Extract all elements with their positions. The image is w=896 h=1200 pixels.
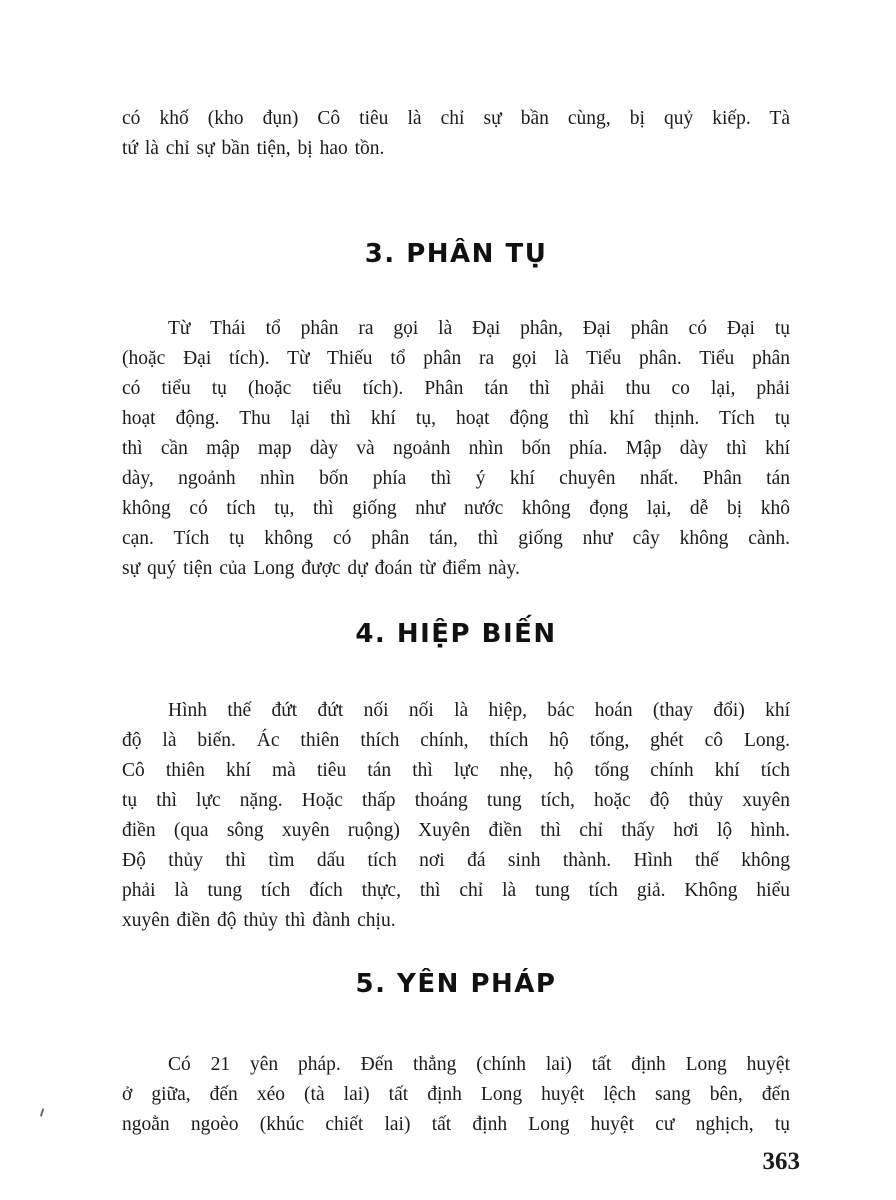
text-line: có tiểu tụ (hoặc tiểu tích). Phân tán thì phải thu co lại, phải — [122, 378, 790, 399]
text-line: Có 21 yên pháp. Đến thẳng (chính lai) tất định Long huyệt — [168, 1054, 790, 1075]
text-line: cạn. Tích tụ không có phân tán, thì giống như cây không cành. — [122, 528, 790, 549]
scan-speck-artifact — [40, 1108, 47, 1117]
text-line: thì cần mập mạp dày và ngoảnh nhìn bốn phía. Mập dày thì khí — [122, 438, 790, 459]
text-line: không có tích tụ, thì giống như nước không đọng lại, dễ bị khô — [122, 498, 790, 519]
section-paragraph-phan-tu — [122, 314, 790, 584]
text-line: ở giữa, đến xéo (tà lai) tất định Long huyệt lệch sang bên, đến — [122, 1084, 790, 1105]
text-line: Hình thế đứt đứt nối nối là hiệp, bác hoán (thay đổi) khí — [168, 700, 790, 721]
text-line: độ là biến. Ác thiên thích chính, thích hộ tống, ghét cô Long. — [122, 730, 790, 751]
paragraph-continuation — [122, 104, 790, 164]
section-paragraph-yen-phap — [122, 1050, 790, 1140]
text-line: tứ là chỉ sự bần tiện, bị hao tồn. — [122, 138, 385, 159]
page-number: 363 — [762, 1148, 800, 1175]
text-line: sự quý tiện của Long được dự đoán từ điểm này. — [122, 558, 520, 579]
text-line: có khố (kho đụn) Cô tiêu là chỉ sự bần cùng, bị quỷ kiếp. Tà — [122, 108, 790, 129]
text-line: ngoằn ngoèo (khúc chiết lai) tất định Long huyệt cư nghịch, tụ — [122, 1114, 790, 1135]
text-line: (hoặc Đại tích). Từ Thiếu tổ phân ra gọi là Tiểu phân. Tiểu phân — [122, 348, 790, 369]
text-line: Độ thủy thì tìm dấu tích nơi đá sinh thành. Hình thế không — [122, 850, 790, 871]
section-heading-hiep-bien: 4. HIỆP BIẾN — [355, 619, 557, 649]
text-line: Từ Thái tổ phân ra gọi là Đại phân, Đại phân có Đại tụ — [168, 318, 790, 339]
text-line: tụ thì lực nặng. Hoặc thấp thoáng tung tích, hoặc độ thủy xuyên — [122, 790, 790, 811]
text-line: điền (qua sông xuyên ruộng) Xuyên điền thì chỉ thấy hơi lộ hình. — [122, 820, 790, 841]
text-line: Cô thiên khí mà tiêu tán thì lực nhẹ, hộ tống chính khí tích — [122, 760, 790, 781]
section-heading-yen-phap: 5. YÊN PHÁP — [355, 969, 557, 999]
text-line: dày, ngoảnh nhìn bốn phía thì ý khí chuyên nhất. Phân tán — [122, 468, 790, 489]
section-paragraph-hiep-bien — [122, 696, 790, 936]
section-heading-phan-tu: 3. PHÂN TỤ — [364, 239, 548, 269]
text-line: xuyên điền độ thủy thì đành chịu. — [122, 910, 396, 931]
text-line: hoạt động. Thu lại thì khí tụ, hoạt động thì khí thịnh. Tích tụ — [122, 408, 790, 429]
text-line: phải là tung tích đích thực, thì chỉ là tung tích giả. Không hiểu — [122, 880, 790, 901]
